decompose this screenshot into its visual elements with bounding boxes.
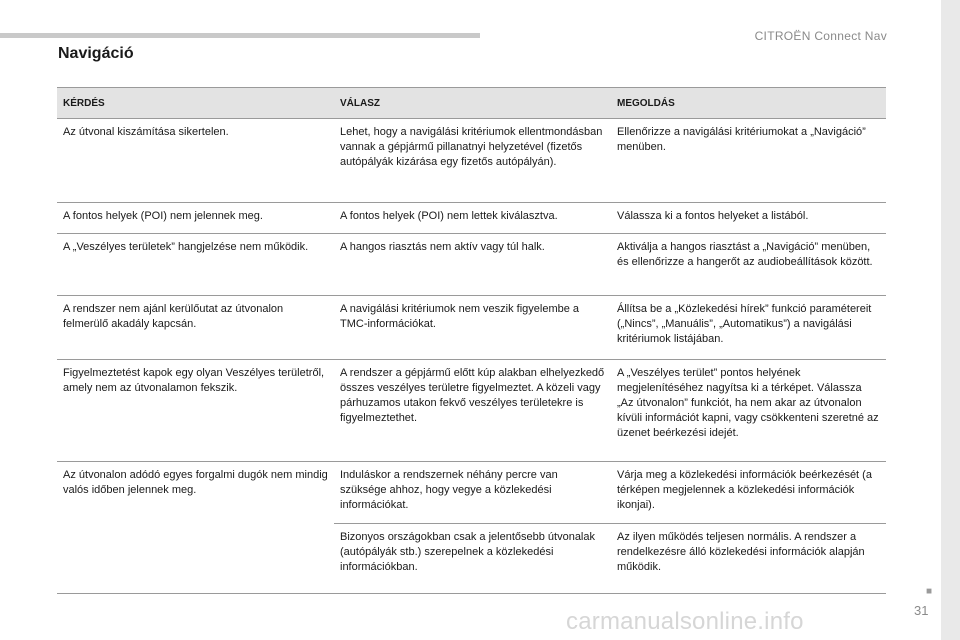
solution-cell: Várja meg a közlekedési információk beérkezését (a térképen megjelennek a közlekedési információk ikonjai). — [611, 462, 886, 524]
header-rule — [0, 33, 480, 38]
header-title: CITROËN Connect Nav — [754, 29, 887, 43]
column-header-question: KÉRDÉS — [57, 88, 334, 119]
solution-cell: Állítsa be a „Közlekedési hírek” funkció paramétereit („Nincs”, „Manuális”, „Automatikus”) a navigálási kritériumok listájában. — [611, 296, 886, 360]
answer-cell: Lehet, hogy a navigálási kritériumok ellentmondásban vannak a gépjármű pillanatnyi helyzetével (fizetős autópályák kizárása egy fizetős autópályán). — [334, 119, 611, 203]
answer-cell: A hangos riasztás nem aktív vagy túl halk. — [334, 234, 611, 296]
watermark: carmanualsonline.info — [566, 608, 804, 635]
question-cell: Az útvonal kiszámítása sikertelen. — [57, 119, 334, 203]
question-cell: A fontos helyek (POI) nem jelennek meg. — [57, 203, 334, 234]
table-row — [57, 462, 886, 524]
question-cell: A „Veszélyes területek” hangjelzése nem működik. — [57, 234, 334, 296]
table-row — [57, 234, 886, 296]
solution-cell: Az ilyen működés teljesen normális. A rendszer a rendelkezésre álló közlekedési információk alapján működik. — [611, 524, 886, 594]
table-row — [57, 119, 886, 203]
table-header-row — [57, 88, 886, 119]
question-cell: Figyelmeztetést kapok egy olyan Veszélyes területről, amely nem az útvonalamon fekszik. — [57, 360, 334, 462]
column-header-answer: VÁLASZ — [334, 88, 611, 119]
question-cell: A rendszer nem ajánl kerülőutat az útvonalon felmerülő akadály kapcsán. — [57, 296, 334, 360]
solution-cell: A „Veszélyes terület” pontos helyének megjelenítéséhez nagyítsa ki a térképet. Válassza „Az útvonalon” funkciót, ha nem akar az útvonalon kívüli információt kapni, vagy csökkenteni szeretné az üzenet beérkezési idejét. — [611, 360, 886, 462]
table-row — [57, 203, 886, 234]
side-bar — [941, 0, 960, 640]
page-marker-icon: ■ — [926, 586, 933, 597]
table-row — [57, 360, 886, 462]
answer-cell: A rendszer a gépjármű előtt kúp alakban elhelyezkedő összes veszélyes területre figyelmeztet. A közeli vagy párhuzamos utakon fekvő veszélyes területekre is figyelmeztethet. — [334, 360, 611, 462]
troubleshooting-table — [57, 87, 886, 594]
solution-cell: Ellenőrizze a navigálási kritériumokat a „Navigáció” menüben. — [611, 119, 886, 203]
section-title: Navigáció — [58, 45, 134, 62]
solution-cell: Válassza ki a fontos helyeket a listából. — [611, 203, 886, 234]
answer-cell: Bizonyos országokban csak a jelentősebb útvonalak (autópályák stb.) szerepelnek a közlekedési információkban. — [334, 524, 611, 594]
answer-cell: A fontos helyek (POI) nem lettek kiválasztva. — [334, 203, 611, 234]
page-number: 31 — [914, 603, 929, 618]
column-header-solution: MEGOLDÁS — [611, 88, 886, 119]
question-cell: Az útvonalon adódó egyes forgalmi dugók nem mindig valós időben jelennek meg. — [57, 462, 334, 594]
answer-cell: A navigálási kritériumok nem veszik figyelembe a TMC-információkat. — [334, 296, 611, 360]
table-row — [57, 296, 886, 360]
solution-cell: Aktiválja a hangos riasztást a „Navigáció” menüben, és ellenőrizze a hangerőt az audiobeállítások között. — [611, 234, 886, 296]
answer-cell: Induláskor a rendszernek néhány percre van szüksége ahhoz, hogy vegye a közlekedési információkat. — [334, 462, 611, 524]
